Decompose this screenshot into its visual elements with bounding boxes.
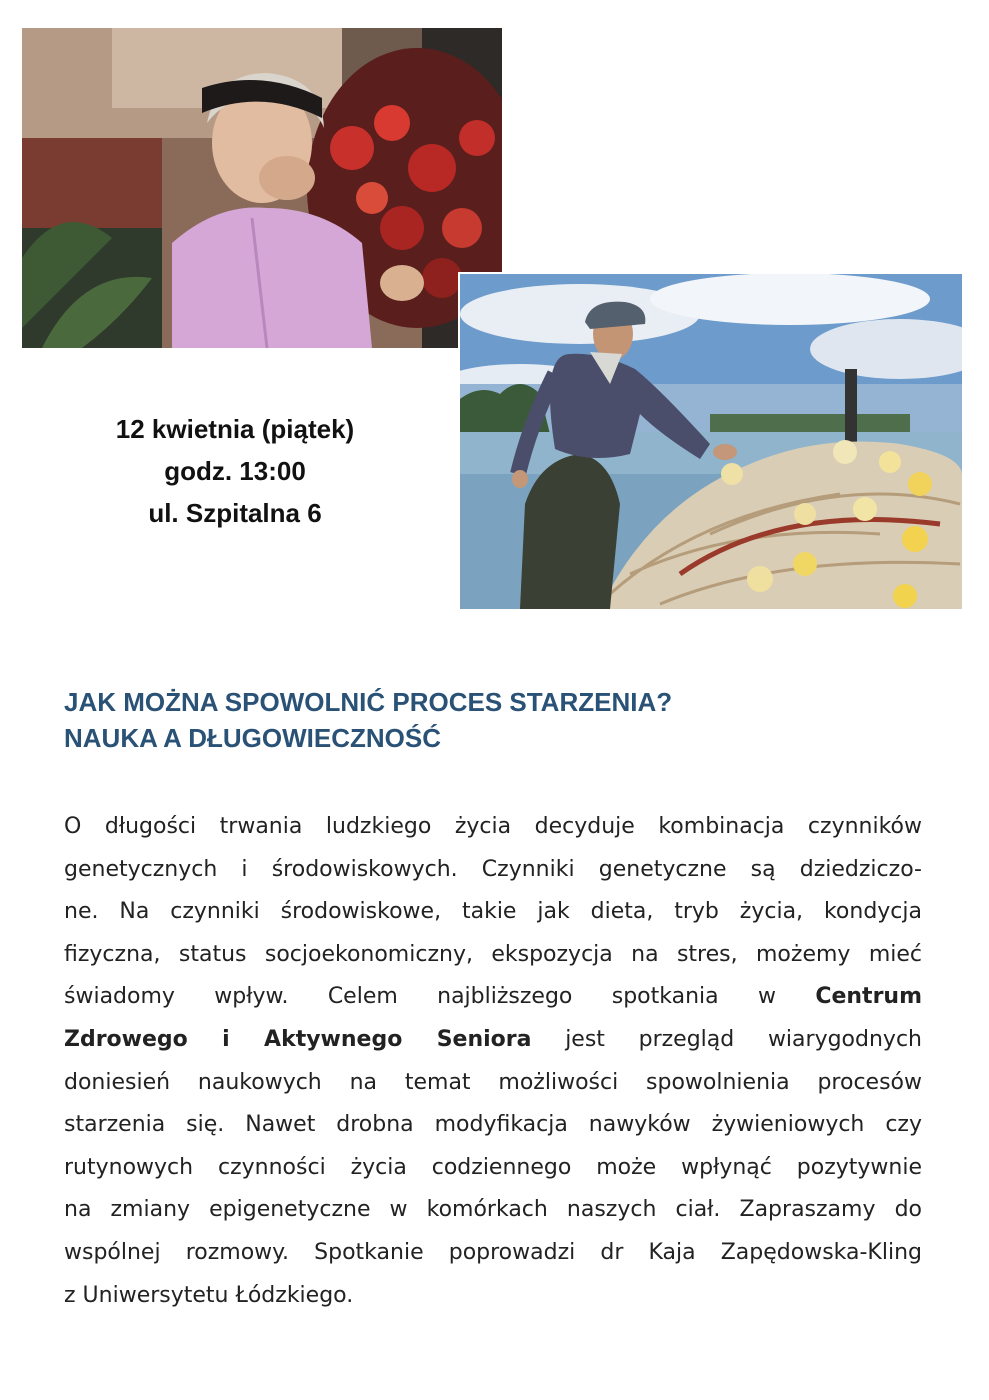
photo-woman-flowers [22, 28, 502, 348]
body-line: genetycznych i środowiskowych. Czynniki genetyczne są dziedziczo- [64, 856, 922, 882]
body-text-span: jest przegląd wiarygodnych [565, 1026, 922, 1052]
title-line-1: JAK MOŻNA SPOWOLNIĆ PROCES STARZENIA? [64, 687, 673, 717]
article-body [64, 806, 922, 1317]
body-line: starzenia się. Nawet drobna modyfikacja nawyków żywieniowych czy [64, 1112, 922, 1138]
body-line [64, 1019, 922, 1062]
body-line-last: z Uniwersytetu Łódzkiego. [64, 1282, 354, 1308]
title-line-2: NAUKA A DŁUGOWIECZNOŚĆ [64, 723, 441, 753]
body-line: wspólnej rozmowy. Spotkanie poprowadzi dr Kaja Zapędowska-Kling [64, 1239, 922, 1265]
body-line: fizyczna, status socjoekonomiczny, ekspozycja na stres, możemy mieć [64, 941, 922, 967]
photo-fisherman-nets [458, 272, 962, 609]
organization-name-part-2: Zdrowego i Aktywnego Seniora [64, 1026, 532, 1052]
event-time: godz. 13:00 [164, 456, 306, 486]
photo-woman-flowers-icon [22, 28, 502, 348]
body-line: O długości trwania ludzkiego życia decyduje kombinacja czynników [64, 814, 922, 839]
body-line: ne. Na czynniki środowiskowe, takie jak dieta, tryb życia, kondycja [64, 899, 922, 925]
organization-name-part-1: Centrum [815, 984, 923, 1010]
event-date: 12 kwietnia (piątek) [115, 414, 355, 444]
body-line: doniesień naukowych na temat możliwości spowolnienia procesów [64, 1069, 922, 1095]
photo-fisherman-nets-icon [460, 274, 962, 609]
body-line: na zmiany epigenetyczne w komórkach naszych ciał. Zapraszamy do [64, 1197, 922, 1223]
body-line [64, 976, 922, 1019]
body-text-span: świadomy wpływ. Celem najbliższego spotkania w [64, 984, 776, 1010]
page-title [64, 684, 924, 756]
event-address: ul. Szpitalna 6 [148, 498, 322, 528]
event-details [60, 408, 410, 534]
body-line: rutynowych czynności życia codziennego może wpłynąć pozytywnie [64, 1154, 922, 1180]
